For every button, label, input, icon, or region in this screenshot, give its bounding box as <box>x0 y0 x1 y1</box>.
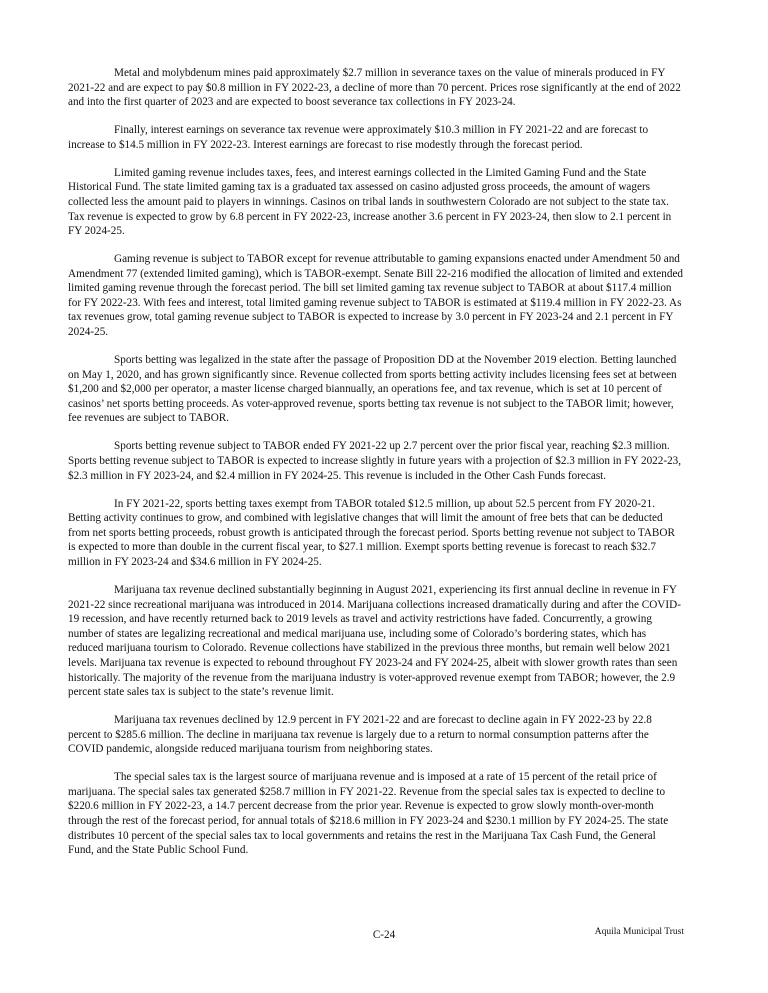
paragraph-marijuana-forecast: Marijuana tax revenues declined by 12.9 percent in FY 2021-22 and are forecast to decline again in FY 2022-23 by 22.8 percent to $285.6 million. The decline in marijuana tax revenue is largely due to a return to normal consumption patterns after the COVID pandemic, alongside reduced marijuana tourism from neighboring states. <box>68 714 652 756</box>
paragraph-sports-betting-exempt: In FY 2021-22, sports betting taxes exempt from TABOR totaled $12.5 million, up about 52.5 percent from FY 2020-21. Betting activity continues to grow, and combined with legislative changes that will limit the amount of free bets that can be deducted from net sports betting proceeds, robust growth is anticipated through the forecast period. Sports betting revenue not subject to TABOR is expected to more than double in the current fiscal year, to $27.1 million. Exempt sports betting revenue is forecast to reach $32.7 million in FY 2023-24 and $34.6 million in FY 2024-25. <box>68 497 675 568</box>
paragraph-marijuana-decline: Marijuana tax revenue declined substantially beginning in August 2021, experiencing its first annual decline in revenue in FY 2021-22 since recreational marijuana was introduced in 2014. Marijuana collections increased dramatically during and after the COVID-19 recession, and have recently returned back to 2019 levels as travel and activity restrictions have faded. Concurrently, a growing number of states are legalizing recreational and medical marijuana use, including some of Colorado’s bordering states, which has reduced marijuana tourism to Colorado. Revenue collections have stabilized in the previous three months, but remain well below 2021 levels. Marijuana tax revenue is expected to rebound throughout FY 2023-24 and FY 2024-25, albeit with slower growth rates than seen historically. The majority of the revenue from the marijuana industry is voter-approved revenue exempt from TABOR; however, the 2.9 percent state sales tax is subject to the state’s revenue limit. <box>68 583 681 699</box>
paragraph-interest-earnings: Finally, interest earnings on severance tax revenue were approximately $10.3 million in FY 2021-22 and are forecast to increase to $14.5 million in FY 2022-23. Interest earnings are forecast to rise modestly through the forecast period. <box>68 124 649 151</box>
document-body <box>68 66 684 871</box>
paragraph-limited-gaming: Limited gaming revenue includes taxes, fees, and interest earnings collected in the Limited Gaming Fund and the State Historical Fund. The state limited gaming tax is a graduated tax assessed on casino adjusted gross proceeds, the amount of wagers collected less the amount paid to players in winnings. Casinos on tribal lands in southwestern Colorado are not subject to the state tax. Tax revenue is expected to grow by 6.8 percent in FY 2022-23, increase another 3.6 percent in FY 2023-24, then slow to 2.1 percent in FY 2024-25. <box>68 166 672 238</box>
paragraph-gaming-tabor: Gaming revenue is subject to TABOR except for revenue attributable to gaming expansions enacted under Amendment 50 and Amendment 77 (extended limited gaming), which is TABOR-exempt. Senate Bill 22-216 modified the allocation of limited and extended limited gaming revenue through the forecast period. The bill set limited gaming tax revenue subject to TABOR at about $117.4 million for FY 2022-23. With fees and interest, total limited gaming revenue subject to TABOR is estimated at $119.4 million in FY 2022-23. As tax revenues grow, total gaming revenue subject to TABOR is expected to increase by 3.0 percent in FY 2023-24 and 2.1 percent in FY 2024-25. <box>68 253 684 339</box>
footer-issuer: Aquila Municipal Trust <box>594 927 684 937</box>
paragraph-sports-betting-tabor: Sports betting revenue subject to TABOR ended FY 2021-22 up 2.7 percent over the prior fiscal year, reaching $2.3 million. Sports betting revenue subject to TABOR is expected to increase slightly in future years with a projection of $2.3 million in FY 2022-23, $2.3 million in FY 2023-24, and $2.4 million in FY 2024-25. This revenue is included in the Other Cash Funds forecast. <box>68 440 682 482</box>
paragraph-sports-betting-legalized: Sports betting was legalized in the state after the passage of Proposition DD at the November 2019 election. Betting launched on May 1, 2020, and has grown significantly since. Revenue collected from sports betting activity includes licensing fees set at between $1,200 and $2,000 per operator, a master license charged biannually, an operations fee, and tax revenue, which is set at 10 percent of casinos’ net sports betting proceeds. As voter-approved revenue, sports betting tax revenue is not subject to the TABOR limit; however, fee revenues are subject to TABOR. <box>68 354 677 425</box>
page-number: C-24 <box>372 929 396 941</box>
paragraph-metal-mines: Metal and molybdenum mines paid approximately $2.7 million in severance taxes on the value of minerals produced in FY 2021-22 and are expect to pay $0.8 million in FY 2022-23, a decline of more than 70 percent. Prices rose significantly at the end of 2022 and into the first quarter of 2023 and are expected to boost severance tax collections in FY 2023-24. <box>68 67 681 109</box>
paragraph-special-sales-tax: The special sales tax is the largest source of marijuana revenue and is imposed at a rate of 15 percent of the retail price of marijuana. The special sales tax generated $258.7 million in FY 2021-22. Revenue from the special sales tax is expected to decline to $220.6 million in FY 2022-23, a 14.7 percent decrease from the prior year. Revenue is expected to grow slowly month-over-month through the rest of the forecast period, for annual totals of $218.6 million in FY 2023-24 and $230.1 million by FY 2024-25. The state distributes 10 percent of the special sales tax to local governments and retains the rest in the Marijuana Tax Cash Fund, the General Fund, and the State Public School Fund. <box>68 771 669 857</box>
